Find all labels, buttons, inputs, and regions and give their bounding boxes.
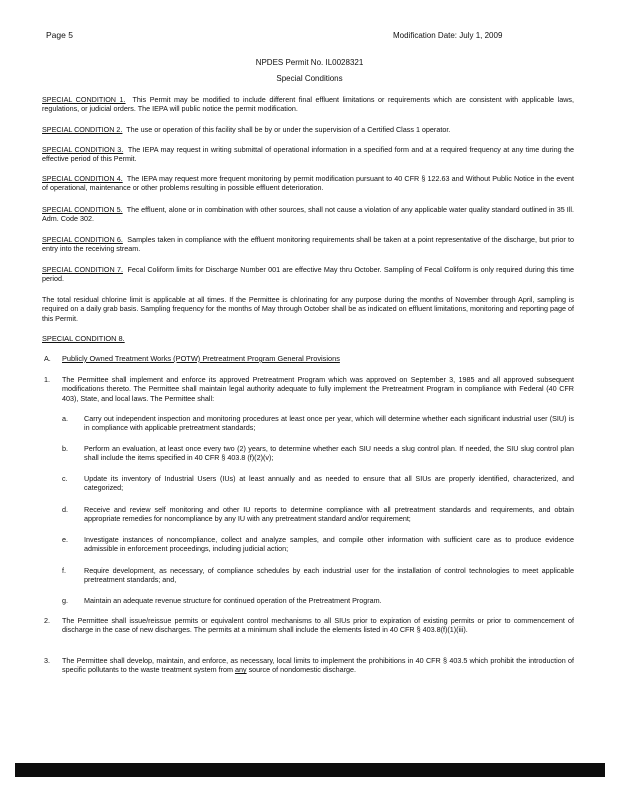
- special-condition-2: [42, 125, 574, 134]
- condition-text: The IEPA may request more frequent monitoring by permit modification pursuant to 40 CFR § 122.63 and Without Public Notice in the event of operational, maintenance or other problems resulting in possible effluent deterioration.: [42, 174, 574, 193]
- chlorine-paragraph: The total residual chlorine limit is applicable at all times. If the Permittee is chlorinating for any purpose during the months of November through April, sampling is required on a daily grab basis. Sampling frequency for the months of May through October shall be as indicated on effluent limitations, monitoring and reporting page of this Permit.: [42, 295, 574, 323]
- modification-date: Modification Date: July 1, 2009: [393, 31, 503, 40]
- special-condition-5: [42, 205, 574, 224]
- subitem-d-letter: d.: [62, 505, 68, 514]
- special-condition-3: [42, 145, 574, 164]
- subitem-e-letter: e.: [62, 535, 68, 544]
- subitem-g-text: Maintain an adequate revenue structure for continued operation of the Pretreatment Program.: [84, 596, 382, 605]
- condition-text: Samples taken in compliance with the effluent monitoring requirements shall be taken at a point representative of the discharge, but prior to entry into the receiving stream.: [42, 235, 574, 254]
- subitem-g-letter: g.: [62, 596, 68, 605]
- condition-text: The use or operation of this facility shall be by or under the supervision of a Certified Class 1 operator.: [126, 125, 451, 134]
- condition-label: SPECIAL CONDITION 7.: [42, 265, 123, 274]
- scan-bottom-bar: [15, 763, 605, 777]
- special-condition-8-heading: SPECIAL CONDITION 8.: [42, 334, 125, 343]
- condition-label: SPECIAL CONDITION 3.: [42, 145, 124, 154]
- item-3-emphasis: any: [234, 665, 247, 675]
- item-1-number: 1.: [44, 375, 50, 384]
- section-title: Special Conditions: [276, 74, 343, 83]
- condition-label: SPECIAL CONDITION 4.: [42, 174, 123, 183]
- special-condition-6: [42, 235, 574, 254]
- subitem-b-text: Perform an evaluation, at least once every two (2) years, to determine whether each SIU needs a slug control plan. If needed, the SIU slug control plan shall include the items specified in 40 CFR § 403.8 (f)(2)(v);: [84, 444, 574, 463]
- subitem-c-text: Update its inventory of Industrial Users (IUs) at least annually and as needed to ensure that all SIUs are properly identified, characterized, and categorized;: [84, 474, 574, 493]
- special-condition-7: [42, 265, 574, 284]
- subitem-f-letter: f.: [62, 566, 66, 575]
- item-3-text-end: source of nondomestic discharge.: [246, 665, 357, 675]
- item-2-number: 2.: [44, 616, 50, 625]
- condition-text: Fecal Coliform limits for Discharge Number 001 are effective May thru October. Sampling of Fecal Coliform is only required during this time period.: [42, 265, 574, 284]
- condition-text: This Permit may be modified to include different final effluent limitations or requirements which are consistent with applicable laws, regulations, or judicial orders. The IEPA will public notice the permit modification.: [42, 95, 574, 114]
- subitem-a-text: Carry out independent inspection and monitoring procedures at least once per year, which will determine whether each significant industrial user (SIU) is in compliance with applicable pretreatment standards;: [84, 414, 574, 433]
- condition-text: The effluent, alone or in combination with other sources, shall not cause a violation of any applicable water quality standard outlined in 35 Ill. Adm. Code 302.: [42, 205, 574, 224]
- item-1-text: The Permittee shall implement and enforce its approved Pretreatment Program which was approved on September 3, 1985 and all approved subsequent modifications thereto. The Permittee shall maintain legal authority adequate to fully implement the Pretreatment Program in compliance with Federal (40 CFR 403), State, and local laws. The Permittee shall:: [62, 375, 574, 403]
- condition-label: SPECIAL CONDITION 1.: [42, 95, 126, 104]
- subitem-c-letter: c.: [62, 474, 68, 483]
- condition-text: The IEPA may request in writing submittal of operational information in a specified form and at a required frequency at any time during the effective period of this Permit.: [42, 145, 574, 164]
- subitem-e-text: Investigate instances of noncompliance, collect and analyze samples, and compile other information with sufficient care as to produce evidence admissible in enforcement proceedings, including judicial action;: [84, 535, 574, 554]
- permit-number: NPDES Permit No. IL0028321: [255, 58, 364, 67]
- subitem-a-letter: a.: [62, 414, 68, 423]
- condition-label: SPECIAL CONDITION 6.: [42, 235, 123, 244]
- special-condition-1: [42, 95, 574, 114]
- special-condition-4: [42, 174, 574, 193]
- item-3-text-start: The Permittee shall develop, maintain, and enforce, as necessary, local limits to implement the prohibitions in 40 CFR § 403.5 which prohibit the introduction of specific pollutants to the waste treatment system from: [62, 656, 574, 675]
- page-number: Page 5: [46, 30, 73, 40]
- section-a-title: Publicly Owned Treatment Works (POTW) Pretreatment Program General Provisions: [62, 354, 340, 363]
- subitem-d-text: Receive and review self monitoring and other IU reports to determine compliance with all pretreatment standards and requirements, and obtain appropriate remedies for noncompliance by any IU with any pretreatment standard and/or requirement;: [84, 505, 574, 524]
- condition-label: SPECIAL CONDITION 5.: [42, 205, 123, 214]
- condition-label: SPECIAL CONDITION 2.: [42, 125, 123, 134]
- subitem-f-text: Require development, as necessary, of compliance schedules by each industrial user for the installation of control technologies to meet applicable pretreatment standards; and,: [84, 566, 574, 585]
- item-3-text: [62, 656, 574, 675]
- item-3-number: 3.: [44, 656, 50, 665]
- item-2-text: The Permittee shall issue/reissue permits or equivalent control mechanisms to all SIUs prior to expiration of existing permits or prior to commencement of discharge in the case of new discharges. The permits at a minimum shall include the elements listed in 40 CFR § 403.8(f)(1)(iii).: [62, 616, 574, 635]
- subitem-b-letter: b.: [62, 444, 68, 453]
- section-a-marker: A.: [44, 354, 51, 363]
